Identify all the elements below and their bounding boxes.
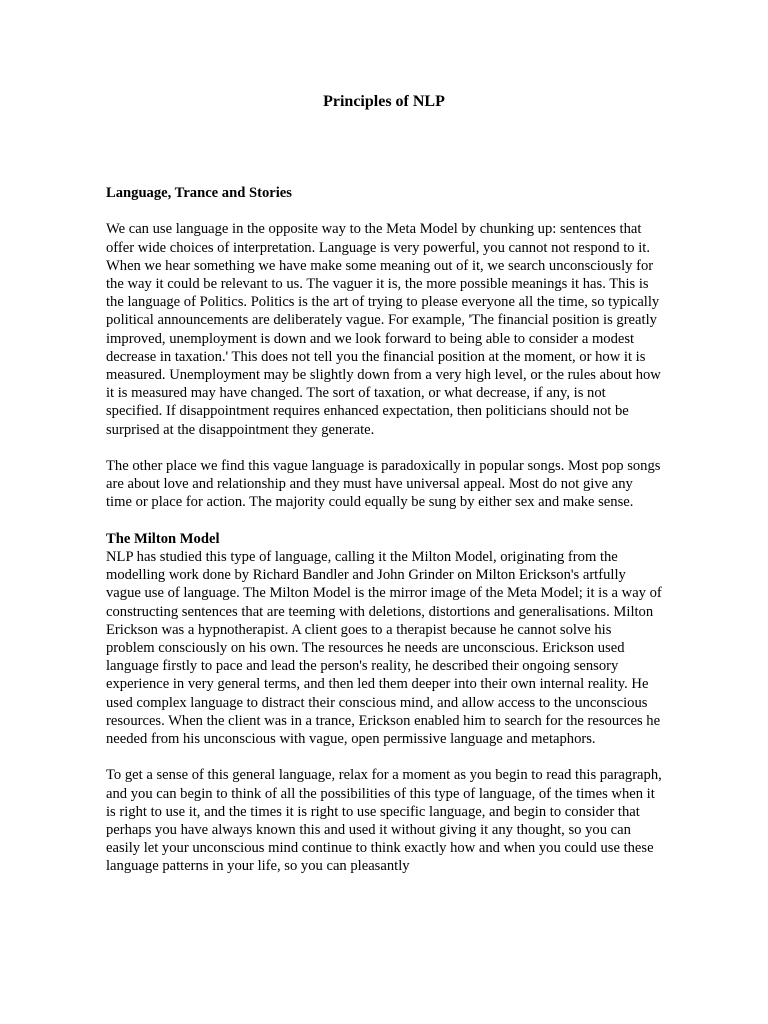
section-heading-milton-model: The Milton Model — [106, 530, 220, 547]
document-title: Principles of NLP — [323, 93, 445, 110]
paragraph-milton-model: NLP has studied this type of language, calling it the Milton Model, originating from the modelling work done by Richard Bandler and John Grinder on Milton Erickson's artfully vague use of language. The Milton Model is the mirror image of the Meta Model; it is a way of constructing sentences that are teeming with deletions, distortions and generalisations. Milton Erickson was a hypnotherapist. A client goes to a therapist because he cannot solve his problem consciously on his own. The resources he needs are unconscious. Erickson used language firstly to pace and lead the person's reality, he described their ongoing sensory experience in very general terms, and then led them deeper into their own internal reality. He used complex language to distract their conscious mind, and allow access to the unconscious resources. When the client was in a trance, Erickson enabled him to search for the resources he needed from his unconscious with vague, open permissive language and metaphors. — [106, 549, 662, 748]
paragraph-general-language: To get a sense of this general language, relax for a moment as you begin to read this paragraph, and you can begin to think of all the possibilities of this type of language, of the times when it is right to use it, and the times it is right to use specific language, and begin to consider that perhaps you have always known this and used it without giving it any thought, so you can easily let your unconscious mind continue to think exactly how and when you could use these language patterns in your life, so you can pleasantly — [106, 767, 662, 875]
spacer — [106, 202, 662, 220]
spacer — [106, 439, 662, 457]
document-body — [106, 184, 662, 876]
paragraph-politics: We can use language in the opposite way to the Meta Model by chunking up: sentences that offer wide choices of interpretation. Language is very powerful, you cannot not respond to it. When we hear something we have make some meaning out of it, we search unconsciously for the way it could be relevant to us. The vaguer it is, the more possible meanings it has. This is the language of Politics. Politics is the art of trying to please everyone all the time, so typically political announcements are deliberately vague. For example, 'The financial position is greatly improved, unemployment is down and we look forward to being able to consider a modest decrease in taxation.' This does not tell you the financial position at the moment, or how it is measured. Unemployment may be slightly down from a very high level, or the rules about how it is measured may have changed. The sort of taxation, or what decrease, if any, is not specified. If disappointment requires enhanced expectation, then politicians should not be surprised at the disappointment they generate. — [106, 221, 661, 438]
spacer — [106, 748, 662, 766]
spacer — [106, 512, 662, 530]
section-heading-language-trance-stories: Language, Trance and Stories — [106, 185, 292, 201]
paragraph-pop-songs: The other place we find this vague language is paradoxically in popular songs. Most pop songs are about love and relationship and they must have universal appeal. Most do not give any time or place for action. The majority could equally be sung by either sex and make sense. — [106, 458, 661, 511]
